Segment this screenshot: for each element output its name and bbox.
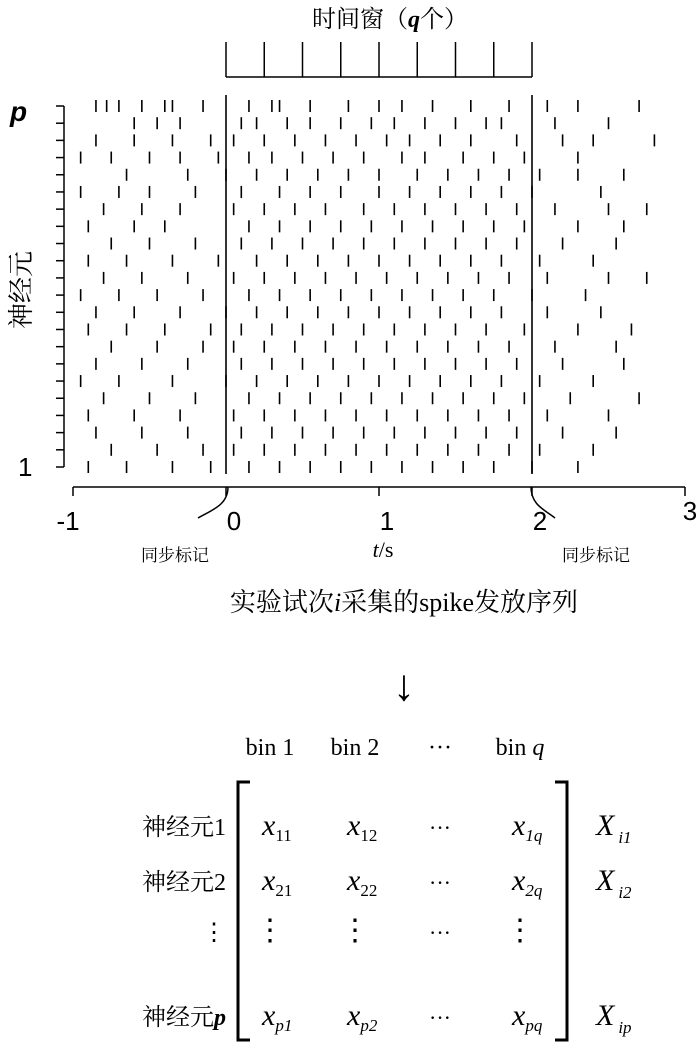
matrix-left-bracket [238, 782, 250, 1040]
down-arrow-icon: ↓ [393, 661, 415, 710]
x-axis-label: t/s [372, 537, 394, 562]
matrix-cell: $x_{21}$ [262, 864, 293, 900]
raster-caption: 实验试次i采集的spike发放序列 [229, 588, 579, 617]
matrix-row-vector: X $_{i2}$ [596, 864, 632, 902]
matrix-cell: $x_{pq}$ [512, 999, 543, 1035]
matrix-cell: $x_{p2}$ [347, 999, 378, 1035]
matrix-cell: $x_{11}$ [262, 809, 292, 845]
feature-matrix [142, 735, 632, 1040]
matrix-row-label: 神经元1 [142, 815, 226, 841]
matrix-cell: $x_{2q}$ [512, 864, 543, 900]
matrix-column-header: ··· [428, 735, 452, 761]
x-axis-tick-label: 2 [532, 506, 548, 536]
matrix-cell: ··· [429, 870, 451, 895]
window-label: 时间窗（q个） [312, 6, 468, 33]
y-axis-top-label: p [10, 96, 28, 127]
y-axis [56, 106, 64, 467]
matrix-row-label: ⋮ [202, 920, 226, 946]
matrix-right-bracket [555, 782, 567, 1040]
x-axis [56, 487, 697, 536]
matrix-cell: ⋮ [340, 914, 370, 947]
matrix-column-header: bin 2 [330, 735, 380, 761]
matrix-cell: ⋮ [255, 914, 285, 947]
matrix-cell: ⋮ [505, 914, 535, 947]
time-window-bracket [226, 42, 532, 77]
matrix-cell: $x_{1q}$ [512, 809, 543, 845]
matrix-cell: $x_{12}$ [347, 809, 378, 845]
matrix-cell: ··· [429, 1005, 451, 1030]
matrix-row-vector: X $_{ip}$ [596, 999, 632, 1037]
matrix-row-vector: X $_{i1}$ [596, 809, 632, 847]
matrix-column-header: bin q [495, 735, 545, 761]
x-axis-tick-label: 0 [226, 506, 242, 536]
y-axis-bottom-label: 1 [18, 452, 33, 482]
matrix-cell: ··· [429, 815, 451, 840]
sync-marker-right-label: 同步标记 [562, 546, 630, 565]
matrix-row-label: 神经元p [142, 1005, 226, 1031]
matrix-cell: $x_{22}$ [347, 864, 378, 900]
sync-marker-left-label: 同步标记 [141, 546, 209, 565]
matrix-cell: $x_{p1}$ [262, 999, 293, 1035]
x-axis-tick-label: 3 [682, 496, 698, 526]
spike-train-group [81, 100, 655, 473]
matrix-column-header: bin 1 [245, 735, 295, 761]
matrix-row-label: 神经元2 [142, 870, 226, 896]
matrix-cell: ··· [429, 920, 451, 945]
x-axis-tick-label: 1 [379, 506, 395, 536]
x-axis-tick-label: -1 [56, 506, 80, 536]
y-axis-name: 神经元 [6, 250, 36, 330]
sync-marker-left-curve [198, 487, 228, 518]
